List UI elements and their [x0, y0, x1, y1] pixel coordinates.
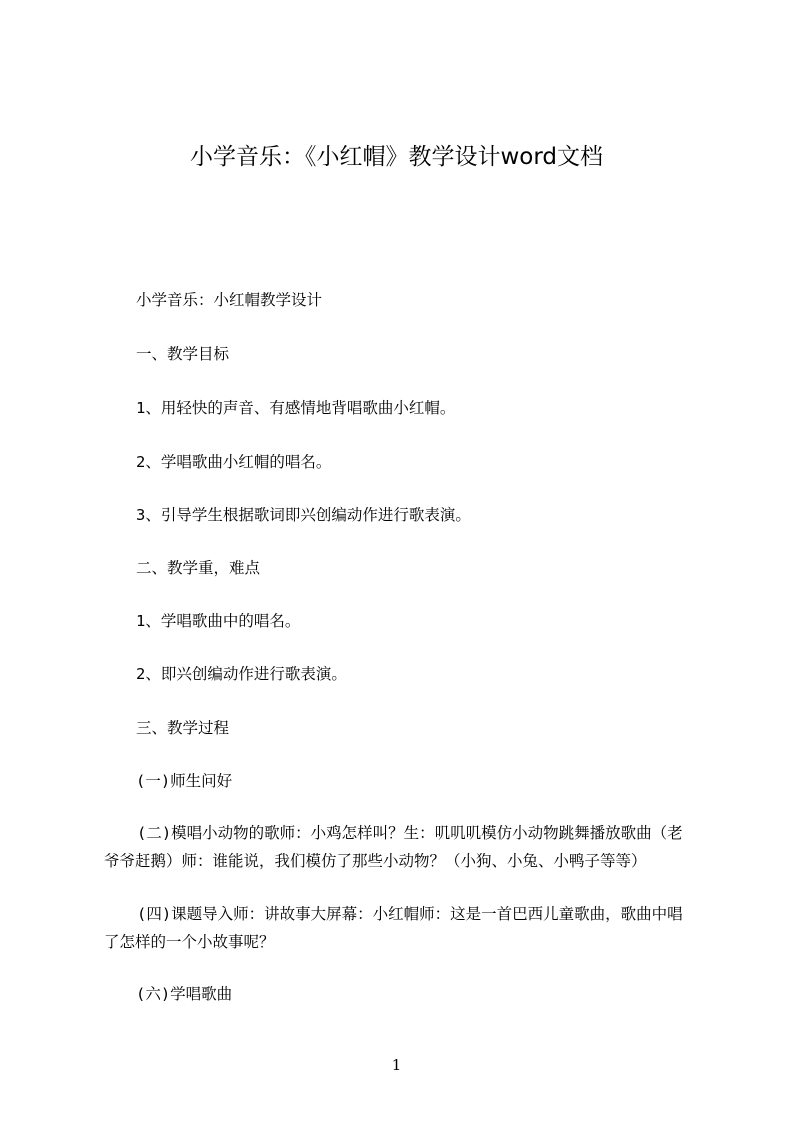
process-step-1: (一)师生问好 [136, 772, 233, 790]
process-step-4-paragraph [104, 900, 704, 956]
process-step-2-paragraph [104, 819, 704, 875]
section-heading-key-points: 二、教学重，难点 [136, 559, 261, 577]
objective-item-3: 3、引导学生根据歌词即兴创编动作进行歌表演。 [136, 506, 471, 524]
document-subtitle: 小学音乐：小红帽教学设计 [136, 291, 323, 309]
page-number: 1 [391, 1056, 402, 1074]
key-point-item-1: 1、学唱歌曲中的唱名。 [136, 612, 301, 630]
objective-item-2: 2、学唱歌曲小红帽的唱名。 [136, 453, 332, 471]
process-step-2-line-2: 爷爷赶鹅）师：谁能说，我们模仿了那些小动物？（小狗、小兔、小鸭子等等） [104, 852, 647, 870]
process-step-4-line-1: (四)课题导入师：讲故事大屏幕：小红帽师：这是一首巴西儿童歌曲，歌曲中唱 [137, 905, 683, 923]
section-heading-objectives: 一、教学目标 [136, 345, 230, 363]
process-step-2-line-1: (二)模唱小动物的歌师：小鸡怎样叫？生：叽叽叽模仿小动物跳舞播放歌曲（老 [137, 824, 683, 842]
process-step-6: (六)学唱歌曲 [136, 985, 233, 1003]
section-heading-process: 三、教学过程 [136, 719, 230, 737]
objective-item-1: 1、用轻快的声音、有感情地背唱歌曲小红帽。 [136, 399, 456, 417]
document-title: 小学音乐：《小红帽》教学设计word文档 [189, 144, 604, 170]
process-step-4-line-2: 了怎样的一个小故事呢？ [104, 933, 275, 951]
key-point-item-2: 2、即兴创编动作进行歌表演。 [136, 665, 347, 683]
